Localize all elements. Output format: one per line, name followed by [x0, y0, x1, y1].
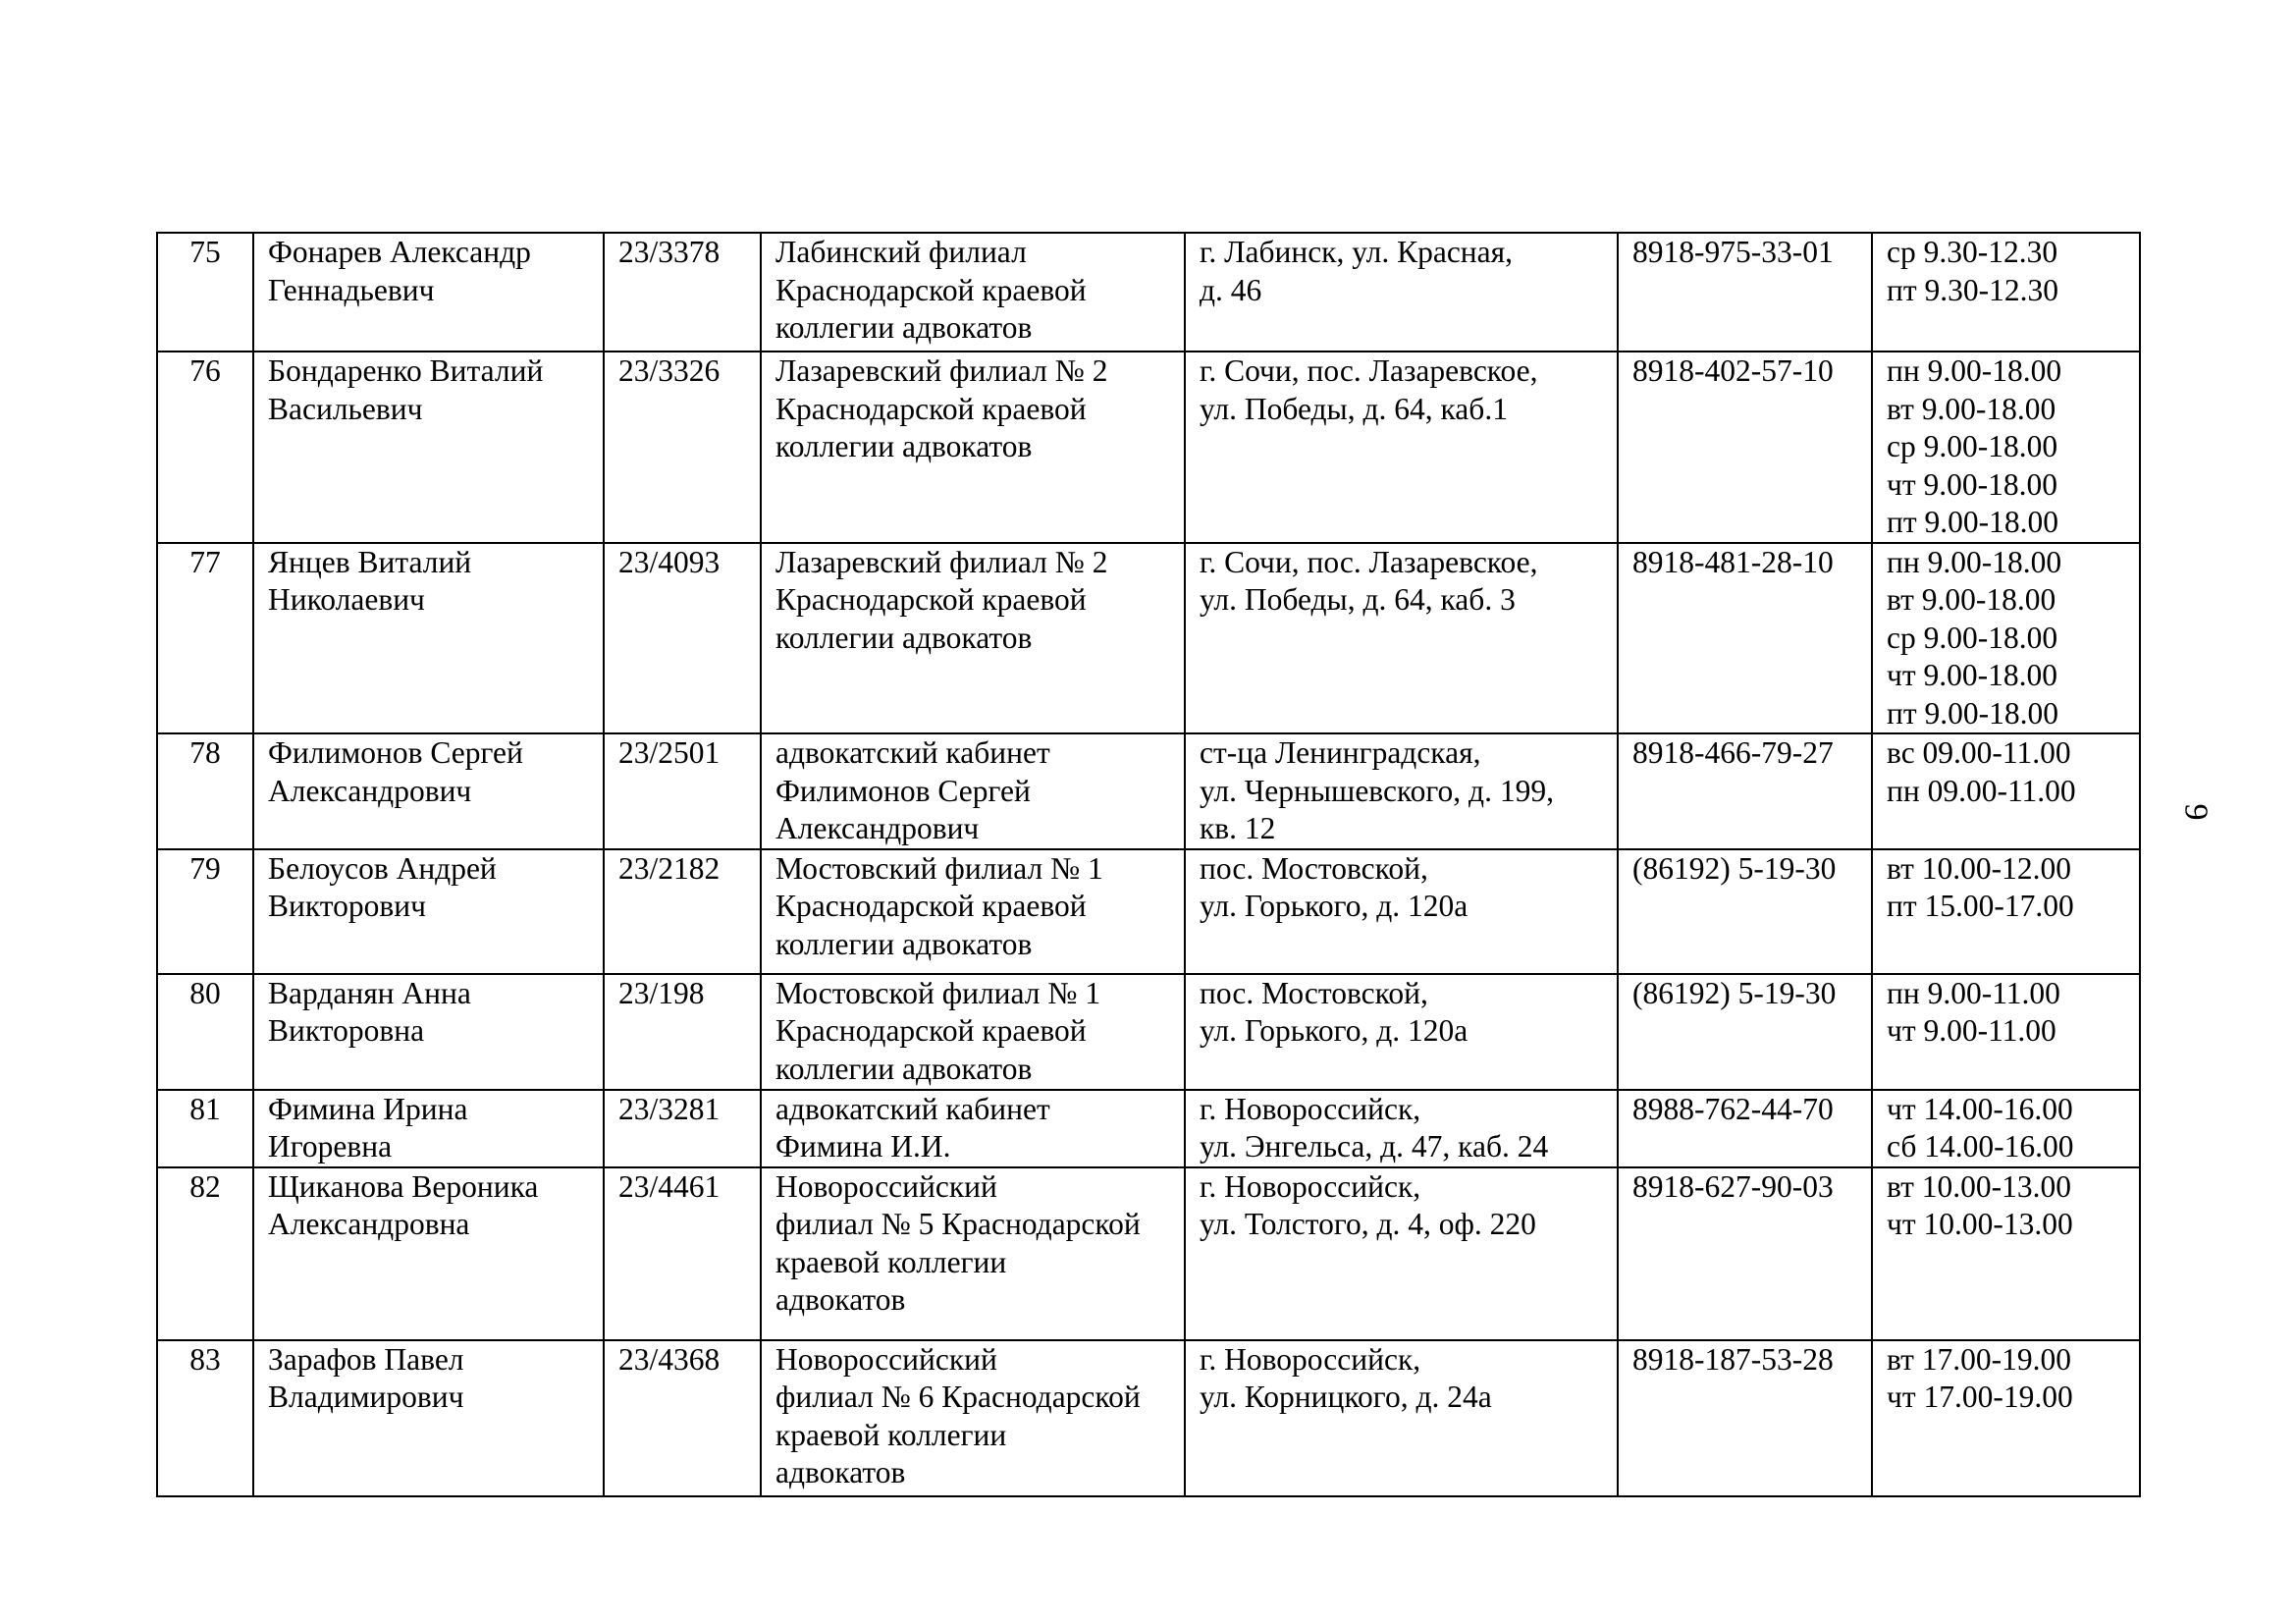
cell-text: 81: [189, 1091, 221, 1126]
cell-text: пн 9.00-18.00: [1887, 544, 2062, 579]
table-row: [157, 974, 2140, 1090]
reception-hours-cell: [1872, 1167, 2140, 1340]
cell-text: г. Новороссийск,: [1200, 1091, 1421, 1126]
cell-text: краевой коллегии: [775, 1417, 1007, 1452]
cell-text: Новороссийский: [775, 1168, 997, 1204]
cell-text: Филимонов Сергей: [268, 735, 523, 770]
row-number-cell: [157, 1167, 253, 1340]
cell-text: Мостовской филиал № 1: [775, 975, 1101, 1010]
cell-text: пт 9.30-12.30: [1887, 272, 2058, 307]
cell-text: 77: [189, 544, 221, 579]
cell-text: чт 9.00-18.00: [1887, 658, 2057, 692]
table-row: [157, 352, 2140, 543]
cell-text: 8918-975-33-01: [1632, 235, 1834, 269]
cell-text: Александрович: [775, 811, 980, 845]
address-cell: [1185, 352, 1618, 543]
cell-text: 23/198: [618, 975, 705, 1010]
cell-text: адвокатов: [775, 1455, 906, 1489]
cell-text: г. Новороссийск,: [1200, 1341, 1421, 1377]
cell-text: пн 9.00-18.00: [1887, 353, 2062, 388]
cell-text: Краснодарской краевой: [775, 1013, 1087, 1048]
phone-cell: [1618, 543, 1872, 734]
cell-text: 8918-627-90-03: [1632, 1168, 1834, 1204]
cell-text: 23/2182: [618, 850, 721, 886]
address-cell: [1185, 1340, 1618, 1496]
reception-hours-cell: [1872, 849, 2140, 974]
cell-text: вт 9.00-18.00: [1887, 391, 2056, 426]
cell-text: Филимонов Сергей: [775, 773, 1031, 808]
cell-text: коллегии адвокатов: [775, 926, 1033, 961]
table-row: [157, 1340, 2140, 1496]
cell-text: 8918-466-79-27: [1632, 735, 1834, 770]
cell-text: чт 9.00-11.00: [1887, 1013, 2056, 1048]
cell-text: 78: [189, 735, 221, 770]
organization-cell: [761, 733, 1185, 849]
reception-hours-cell: [1872, 1090, 2140, 1167]
cell-text: ср 9.00-18.00: [1887, 429, 2058, 463]
cell-text: вс 09.00-11.00: [1887, 735, 2071, 770]
table-row: [157, 1090, 2140, 1167]
lawyer-name-cell: [253, 1090, 604, 1167]
lawyer-name-cell: [253, 1167, 604, 1340]
lawyer-name-cell: [253, 733, 604, 849]
cell-text: 8988-762-44-70: [1632, 1091, 1834, 1126]
address-cell: [1185, 974, 1618, 1090]
registry-number-cell: [604, 233, 761, 352]
cell-text: ул. Горького, д. 120а: [1200, 1013, 1468, 1048]
cell-text: адвокатов: [775, 1282, 906, 1317]
cell-text: ул. Победы, д. 64, каб.1: [1200, 391, 1508, 426]
cell-text: пос. Мостовской,: [1200, 850, 1428, 886]
reception-hours-cell: [1872, 352, 2140, 543]
cell-text: ул. Энгельса, д. 47, каб. 24: [1200, 1129, 1549, 1164]
cell-text: 8918-187-53-28: [1632, 1341, 1834, 1377]
cell-text: Лабинский филиал: [775, 235, 1027, 269]
cell-text: кв. 12: [1200, 811, 1276, 845]
registry-number-cell: [604, 733, 761, 849]
cell-text: (86192) 5-19-30: [1632, 975, 1837, 1010]
cell-text: Белоусов Андрей: [268, 850, 497, 886]
row-number-cell: [157, 974, 253, 1090]
reception-hours-cell: [1872, 733, 2140, 849]
cell-text: сб 14.00-16.00: [1887, 1129, 2074, 1164]
cell-text: вт 9.00-18.00: [1887, 582, 2056, 617]
cell-text: г. Лабинск, ул. Красная,: [1200, 235, 1513, 269]
cell-text: 23/3378: [618, 235, 721, 269]
page-number: 9: [2177, 803, 2215, 821]
row-number-cell: [157, 849, 253, 974]
cell-text: г. Сочи, пос. Лазаревское,: [1200, 544, 1538, 579]
cell-text: филиал № 5 Краснодарской: [775, 1207, 1141, 1241]
cell-text: чт 10.00-13.00: [1887, 1207, 2073, 1241]
phone-cell: [1618, 849, 1872, 974]
organization-cell: [761, 849, 1185, 974]
address-cell: [1185, 849, 1618, 974]
cell-text: 23/3326: [618, 353, 721, 388]
reception-hours-cell: [1872, 974, 2140, 1090]
registry-number-cell: [604, 1340, 761, 1496]
cell-text: Игоревна: [268, 1129, 393, 1164]
cell-text: Фонарев Александр: [268, 235, 531, 269]
cell-text: ср 9.00-18.00: [1887, 620, 2058, 655]
registry-number-cell: [604, 352, 761, 543]
cell-text: краевой коллегии: [775, 1244, 1007, 1279]
cell-text: ул. Корницкого, д. 24а: [1200, 1380, 1492, 1414]
lawyer-name-cell: [253, 233, 604, 352]
cell-text: Краснодарской краевой: [775, 889, 1087, 923]
organization-cell: [761, 1167, 1185, 1340]
cell-text: вт 10.00-13.00: [1887, 1168, 2071, 1204]
organization-cell: [761, 974, 1185, 1090]
phone-cell: [1618, 1340, 1872, 1496]
table-row: [157, 1167, 2140, 1340]
registry-number-cell: [604, 1090, 761, 1167]
cell-text: Краснодарской краевой: [775, 272, 1087, 307]
cell-text: Щиканова Вероника: [268, 1168, 539, 1204]
cell-text: 23/2501: [618, 735, 721, 770]
registry-number-cell: [604, 1167, 761, 1340]
cell-text: Фимина Ирина: [268, 1091, 468, 1126]
cell-text: Александрович: [268, 773, 472, 808]
cell-text: 79: [189, 850, 221, 886]
cell-text: 75: [189, 235, 221, 269]
table-body: [157, 233, 2140, 1496]
cell-text: пос. Мостовской,: [1200, 975, 1428, 1010]
cell-text: коллегии адвокатов: [775, 310, 1033, 345]
cell-text: 8918-481-28-10: [1632, 544, 1834, 579]
phone-cell: [1618, 1167, 1872, 1340]
cell-text: 80: [189, 975, 221, 1010]
cell-text: 8918-402-57-10: [1632, 353, 1834, 388]
cell-text: 23/3281: [618, 1091, 721, 1126]
row-number-cell: [157, 543, 253, 734]
cell-text: 23/4368: [618, 1341, 721, 1377]
table-row: [157, 733, 2140, 849]
lawyer-name-cell: [253, 849, 604, 974]
cell-text: вт 10.00-12.00: [1887, 850, 2071, 886]
cell-text: чт 9.00-18.00: [1887, 466, 2057, 502]
table-row: [157, 543, 2140, 734]
row-number-cell: [157, 733, 253, 849]
cell-text: Варданян Анна: [268, 975, 471, 1010]
cell-text: коллегии адвокатов: [775, 620, 1033, 655]
registry-number-cell: [604, 974, 761, 1090]
cell-text: Новороссийский: [775, 1341, 997, 1377]
cell-text: г. Сочи, пос. Лазаревское,: [1200, 353, 1538, 388]
registry-number-cell: [604, 849, 761, 974]
cell-text: пн 09.00-11.00: [1887, 773, 2076, 808]
table-row: [157, 233, 2140, 352]
cell-text: ул. Чернышевского, д. 199,: [1200, 773, 1554, 808]
lawyer-name-cell: [253, 352, 604, 543]
address-cell: [1185, 233, 1618, 352]
cell-text: Викторович: [268, 889, 426, 923]
address-cell: [1185, 733, 1618, 849]
cell-text: Зарафов Павел: [268, 1341, 464, 1377]
cell-text: коллегии адвокатов: [775, 1051, 1033, 1086]
phone-cell: [1618, 352, 1872, 543]
cell-text: 76: [189, 353, 221, 388]
cell-text: чт 14.00-16.00: [1887, 1091, 2073, 1126]
row-number-cell: [157, 1340, 253, 1496]
cell-text: филиал № 6 Краснодарской: [775, 1380, 1141, 1414]
cell-text: ул. Горького, д. 120а: [1200, 889, 1468, 923]
cell-text: Лазаревский филиал № 2: [775, 353, 1108, 388]
row-number-cell: [157, 233, 253, 352]
cell-text: Бондаренко Виталий: [268, 353, 544, 388]
lawyers-table: [156, 232, 2141, 1497]
cell-text: пт 9.00-18.00: [1887, 695, 2058, 731]
organization-cell: [761, 1090, 1185, 1167]
cell-text: Фимина И.И.: [775, 1129, 951, 1164]
cell-text: 82: [189, 1168, 221, 1204]
cell-text: г. Новороссийск,: [1200, 1168, 1421, 1204]
cell-text: 23/4461: [618, 1168, 721, 1204]
lawyer-name-cell: [253, 1340, 604, 1496]
address-cell: [1185, 543, 1618, 734]
reception-hours-cell: [1872, 233, 2140, 352]
cell-text: вт 17.00-19.00: [1887, 1341, 2071, 1377]
cell-text: Николаевич: [268, 582, 425, 617]
organization-cell: [761, 233, 1185, 352]
cell-text: Владимирович: [268, 1380, 464, 1414]
cell-text: Геннадьевич: [268, 272, 435, 307]
cell-text: Викторовна: [268, 1013, 425, 1048]
row-number-cell: [157, 352, 253, 543]
cell-text: Краснодарской краевой: [775, 582, 1087, 617]
cell-text: Васильевич: [268, 391, 423, 426]
organization-cell: [761, 543, 1185, 734]
cell-text: пт 9.00-18.00: [1887, 505, 2058, 539]
cell-text: (86192) 5-19-30: [1632, 850, 1837, 886]
cell-text: коллегии адвокатов: [775, 429, 1033, 463]
cell-text: д. 46: [1200, 272, 1262, 307]
cell-text: ст-ца Ленинградская,: [1200, 735, 1481, 770]
phone-cell: [1618, 233, 1872, 352]
cell-text: чт 17.00-19.00: [1887, 1380, 2073, 1414]
cell-text: Краснодарской краевой: [775, 391, 1087, 426]
registry-number-cell: [604, 543, 761, 734]
address-cell: [1185, 1167, 1618, 1340]
cell-text: ул. Победы, д. 64, каб. 3: [1200, 582, 1516, 617]
phone-cell: [1618, 974, 1872, 1090]
cell-text: адвокатский кабинет: [775, 1091, 1050, 1126]
cell-text: ср 9.30-12.30: [1887, 235, 2058, 269]
cell-text: Лазаревский филиал № 2: [775, 544, 1108, 579]
lawyer-name-cell: [253, 974, 604, 1090]
row-number-cell: [157, 1090, 253, 1167]
cell-text: адвокатский кабинет: [775, 735, 1050, 770]
organization-cell: [761, 1340, 1185, 1496]
cell-text: Александровна: [268, 1207, 470, 1241]
address-cell: [1185, 1090, 1618, 1167]
reception-hours-cell: [1872, 543, 2140, 734]
phone-cell: [1618, 733, 1872, 849]
reception-hours-cell: [1872, 1340, 2140, 1496]
table-row: [157, 849, 2140, 974]
cell-text: 23/4093: [618, 544, 721, 579]
cell-text: Янцев Виталий: [268, 544, 472, 579]
lawyer-name-cell: [253, 543, 604, 734]
cell-text: 83: [189, 1341, 221, 1377]
cell-text: пт 15.00-17.00: [1887, 889, 2074, 923]
cell-text: Мостовский филиал № 1: [775, 850, 1103, 886]
phone-cell: [1618, 1090, 1872, 1167]
cell-text: пн 9.00-11.00: [1887, 975, 2060, 1010]
organization-cell: [761, 352, 1185, 543]
cell-text: ул. Толстого, д. 4, оф. 220: [1200, 1207, 1536, 1241]
